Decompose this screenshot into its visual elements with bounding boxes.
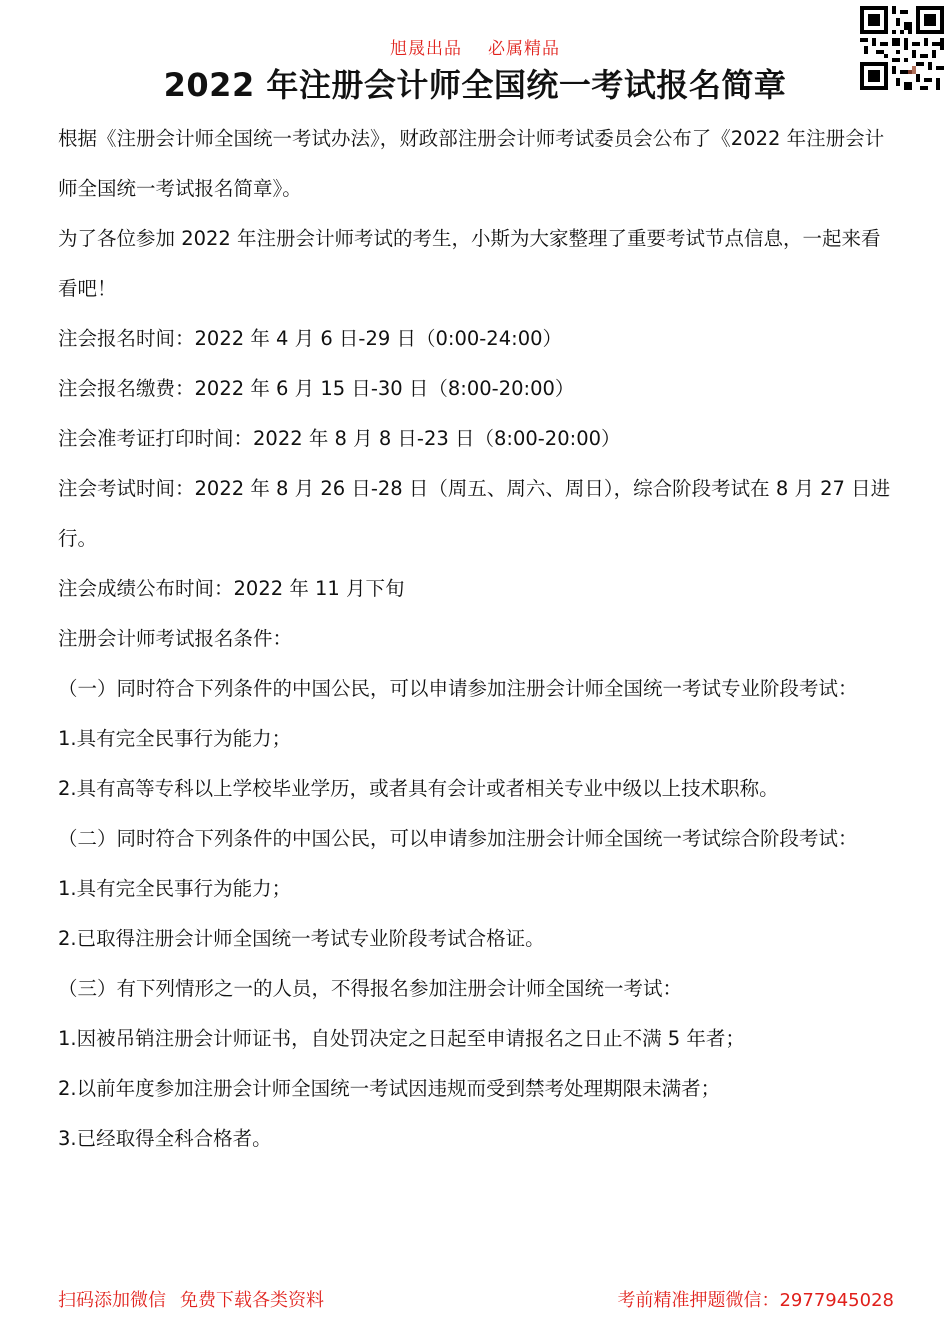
paragraph-intro: 根据《注册会计师全国统一考试办法》，财政部注册会计师考试委员会公布了《2022 年注册会计师全国统一考试报名简章》。 — [58, 127, 885, 200]
list-item: 1.具有完全民事行为能力； — [58, 727, 292, 750]
paragraph-exam-time: 注会考试时间：2022 年 8 月 26 日-28 日（周五、周六、周日），综合阶段考试在 8 月 27 日进行。 — [58, 477, 891, 550]
list-item: 2.已取得注册会计师全国统一考试专业阶段考试合格证。 — [58, 927, 545, 950]
list-item: 2.以前年度参加注册会计师全国统一考试因违规而受到禁考处理期限未满者； — [58, 1077, 721, 1100]
paragraph-purpose: 为了各位参加 2022 年注册会计师考试的考生，小斯为大家整理了重要考试节点信息，一起来看看吧！ — [58, 227, 881, 300]
paragraph-condition-2: （二）同时符合下列条件的中国公民，可以申请参加注册会计师全国统一考试综合阶段考试： — [58, 827, 858, 850]
brand-left: 旭晟出品 — [390, 39, 462, 59]
list-item: 1.因被吊销注册会计师证书，自处罚决定之日起至申请报名之日止不满 5 年者； — [58, 1027, 745, 1050]
paragraph-score-time: 注会成绩公布时间：2022 年 11 月下旬 — [58, 577, 405, 600]
footer-left — [58, 1286, 324, 1312]
paragraph-admission-print-time: 注会准考证打印时间：2022 年 8 月 8 日-23 日（8:00-20:00） — [58, 427, 621, 450]
paragraph-condition-1: （一）同时符合下列条件的中国公民，可以申请参加注册会计师全国统一考试专业阶段考试： — [58, 677, 858, 700]
brand-line — [0, 34, 950, 59]
paragraph-registration-time: 注会报名时间：2022 年 4 月 6 日-29 日（0:00-24:00） — [58, 327, 563, 350]
paragraph-condition-3: （三）有下列情形之一的人员，不得报名参加注册会计师全国统一考试： — [58, 977, 683, 1000]
page-title: 2022 年注册会计师全国统一考试报名简章 — [163, 66, 787, 104]
footer-scan-text: 扫码添加微信 — [58, 1290, 166, 1311]
list-item: 2.具有高等专科以上学校毕业学历，或者具有会计或者相关专业中级以上技术职称。 — [58, 777, 779, 800]
list-item: 3.已经取得全科合格者。 — [58, 1127, 272, 1150]
footer-wechat-contact: 考前精准押题微信：2977945028 — [617, 1290, 894, 1311]
paragraph-payment-time: 注会报名缴费：2022 年 6 月 15 日-30 日（8:00-20:00） — [58, 377, 575, 400]
paragraph-conditions-heading: 注册会计师考试报名条件： — [58, 627, 293, 650]
document-body — [58, 114, 898, 1164]
brand-right: 必属精品 — [488, 39, 560, 59]
list-item: 1.具有完全民事行为能力； — [58, 877, 292, 900]
footer-download-text: 免费下载各类资料 — [180, 1290, 324, 1311]
